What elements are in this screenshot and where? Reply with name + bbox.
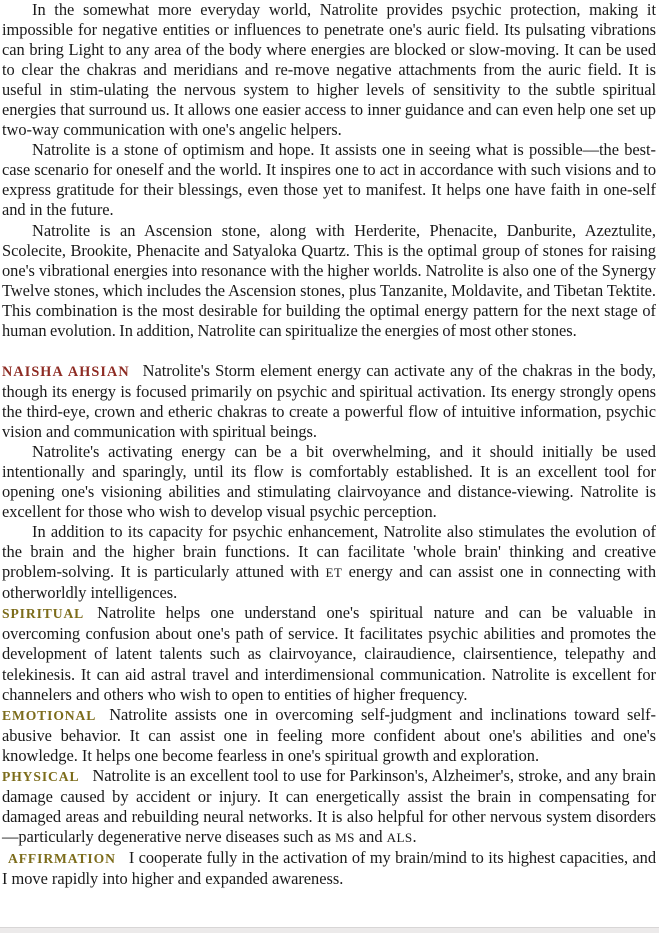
author-heading: NAISHA AHSIAN [2, 363, 130, 380]
aspect-label-emotional: EMOTIONAL [2, 707, 97, 723]
aspect-label-affirmation: AFFIRMATION [8, 850, 116, 866]
smallcap-et: ET [325, 565, 343, 581]
author-paragraph-2: Natrolite's activating energy can be a bit overwhelming, and it should initially be used intentionally and sparingly, until its flow is comfortably established. It is an excellent tool for opening one's visioning abilities and stimulating clairvoyance and distance-viewing. Natrolite is excellent for those who wish to develop visual psychic perception. [2, 441, 656, 522]
smallcap-als: ALS [386, 829, 413, 845]
aspect-emotional [2, 705, 656, 766]
aspect-physical [2, 766, 656, 848]
section-divider [2, 341, 656, 361]
aspect-physical-text-2: and [354, 826, 387, 846]
aspect-label-physical: PHYSICAL [2, 768, 80, 784]
page-bottom-edge [0, 927, 659, 933]
author-paragraph-3 [2, 522, 656, 603]
paragraph-1: In the somewhat more everyday world, Natrolite provides psychic protection, making it impossible for negative entities or influences to penetrate one's auric field. Its pulsating vibrations can bring Light to any area of the body where energies are blocked or slow-moving. It can be used to clear the chakras and meridians and re-move negative attachments from the auric field. It is useful in stim-ulating the nervous system to higher levels of sensitivity to the subtle spiritual energies that surround us. It allows one easier access to inner guidance and can even help one set up two-way communication with one's angelic helpers. [2, 0, 656, 140]
aspect-emotional-text: Natrolite assists one in overcoming self-judgment and inclinations toward self-abusive behavior. It can assist one in feeling more confident about one's abilities and one's knowledge. It helps one become fearless in one's spiritual growth and exploration. [2, 704, 656, 765]
aspect-physical-text-1: Natrolite is an excellent tool to use for Parkinson's, Alzheimer's, stroke, and any brain damage caused by accident or injury. It can energetically assist the brain in compensating for damaged areas and rebuilding neural networks. It is also helpful for other nervous system disorders—particularly degenerative nerve diseases such as [2, 765, 656, 846]
aspect-spiritual [2, 603, 656, 704]
author-section-opening [2, 361, 656, 442]
text-column [2, 0, 656, 889]
aspect-spiritual-text: Natrolite helps one understand one's spiritual nature and can be valuable in overcoming confusion about one's path of service. It facilitates psychic abilities and promotes the development of latent talents such as clairvoyance, clairaudience, clairsentience, telepathy and telekinesis. It can aid astral travel and interdimensional communication. Natrolite is excellent for channelers and others who wish to open to entities of higher frequency. [2, 603, 656, 704]
aspect-affirmation-text: I cooperate fully in the activation of my brain/mind to its highest capacities, and I move rapidly into higher and expanded awareness. [2, 847, 656, 888]
paragraph-3: Natrolite is an Ascension stone, along with Herderite, Phenacite, Danburite, Azeztulite, Scolecite, Brookite, Phenacite and Satyaloka Quartz. This is the optimal group of stones for raising one's vibrational energies into resonance with the higher worlds. Natrolite is also one of the Synergy Twelve stones, which includes the Ascension stones, plus Tanzanite, Moldavite, and Tibetan Tektite. This combination is the most desirable for building the optimal energy pattern for the next stage of human evolution. In addition, Natrolite can spiritualize the energies of most other stones. [2, 220, 656, 340]
aspect-affirmation [2, 848, 656, 889]
smallcap-ms: MS [335, 829, 355, 845]
aspect-physical-text-3: . [412, 826, 417, 846]
aspect-label-spiritual: SPIRITUAL [2, 606, 85, 622]
author-paragraph-1-text: Natrolite's Storm element energy can activate any of the chakras in the body, though its energy is focused primarily on psychic and spiritual activation. Its energy strongly opens the third-eye, crown and etheric chakras to create a powerful flow of intuitive information, psychic vision and communication with spiritual beings. [2, 360, 656, 441]
author-paragraph-3-part-1: In addition to its capacity for psychic enhancement, Natrolite also stimulates the evolution of the brain and the higher brain functions. It can facilitate 'whole brain' thinking and creative problem-solving. It is particularly attuned with [2, 522, 656, 582]
author-paragraph-3-part-2: energy and can assist one in connecting with otherworldly intelligences. [2, 562, 656, 603]
paragraph-2: Natrolite is a stone of optimism and hope. It assists one in seeing what is possible—the best-case scenario for oneself and the world. It inspires one to act in accordance with such visions and to express gratitude for their blessings, even those yet to manifest. It helps one have faith in one-self and in the future. [2, 140, 656, 220]
